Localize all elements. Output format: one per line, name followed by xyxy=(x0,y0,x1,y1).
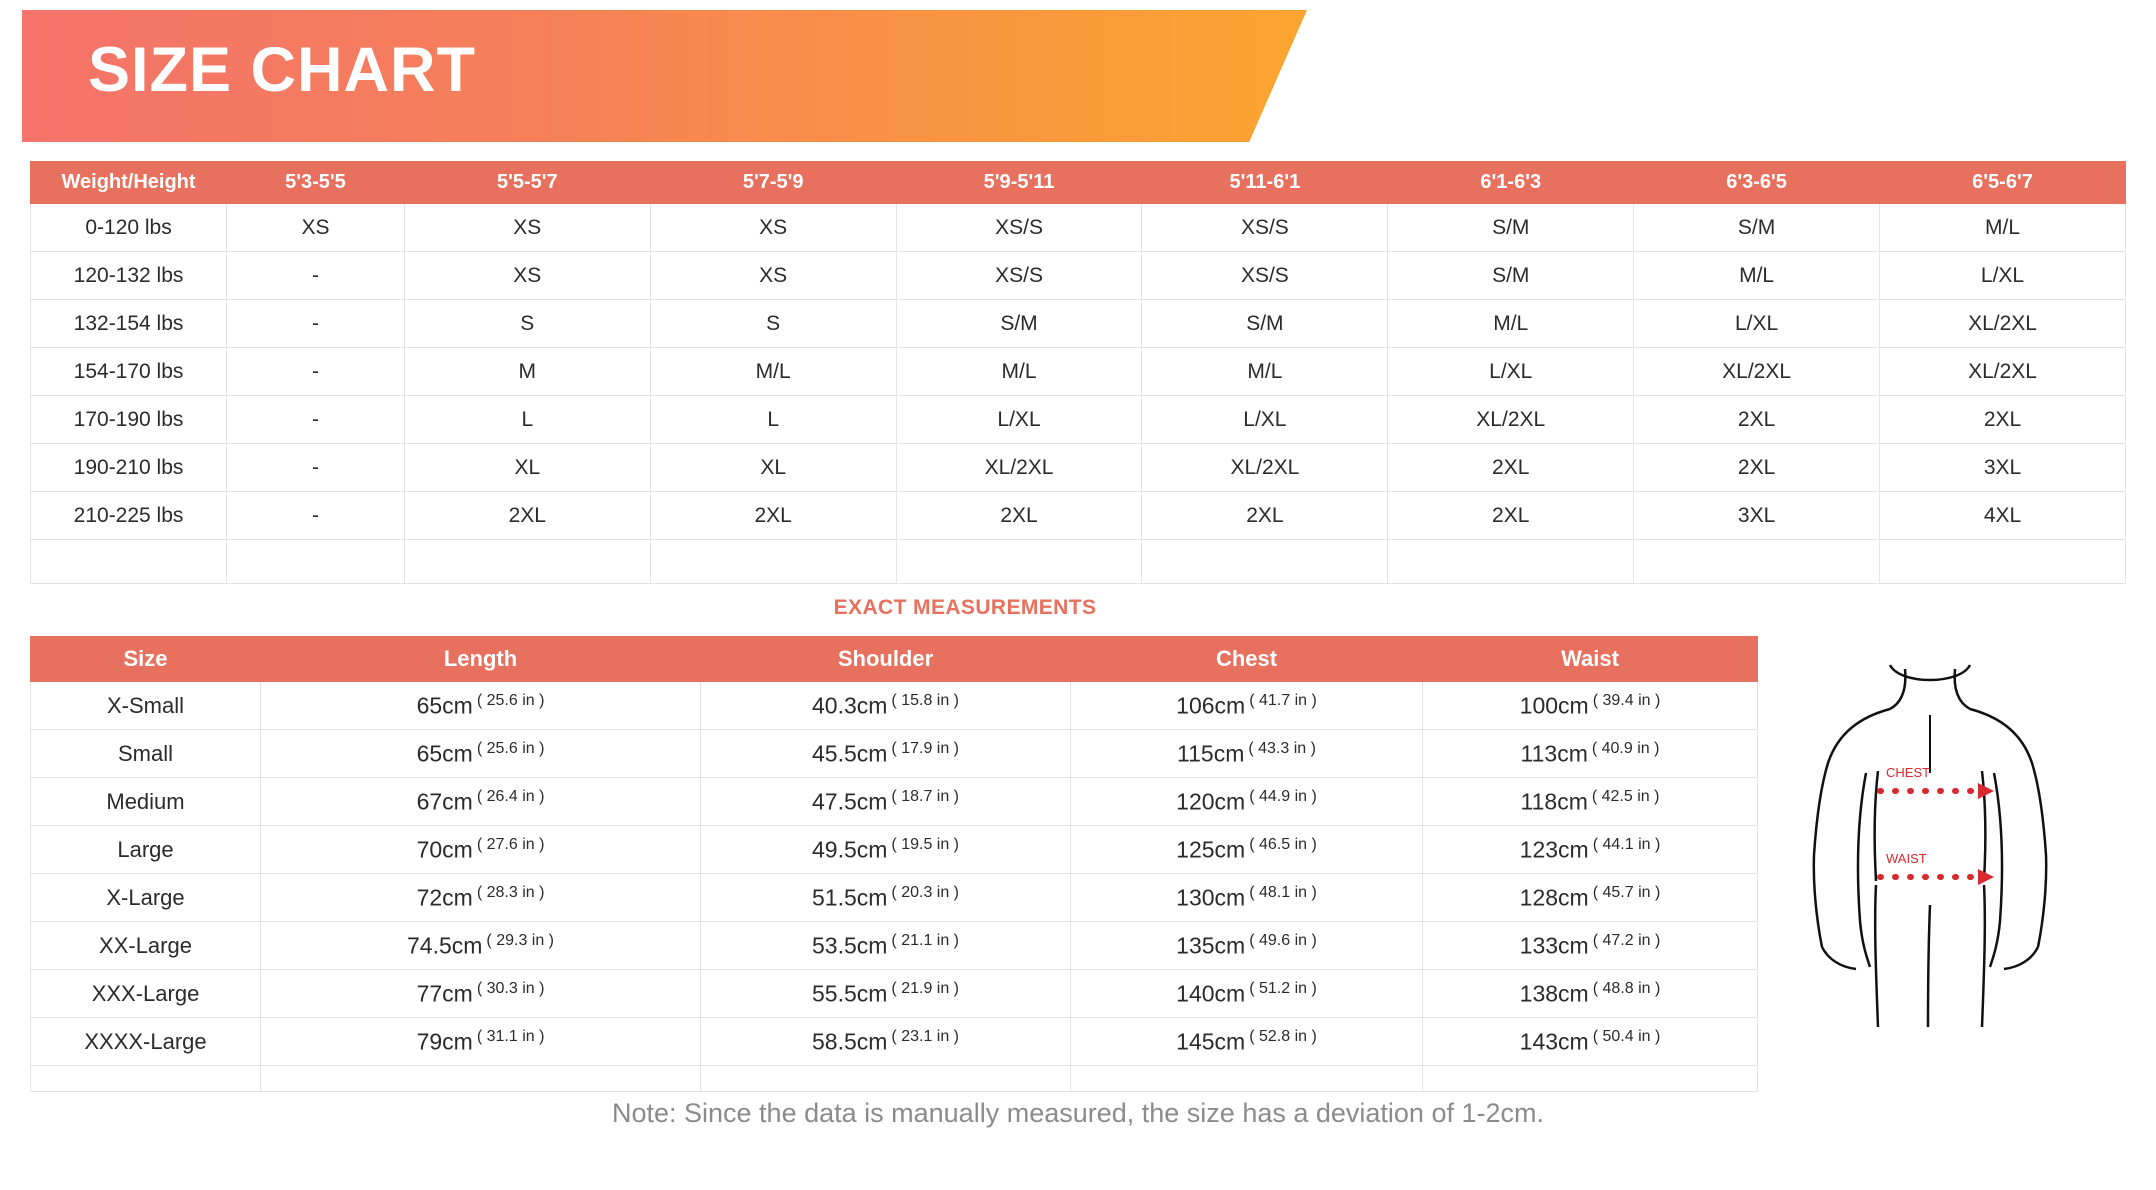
chest-in: ( 48.1 in ) xyxy=(1249,883,1317,901)
size-label: XXXX-Large xyxy=(31,1018,261,1066)
chest-cell xyxy=(1071,1018,1423,1066)
waist-cm: 143cm xyxy=(1519,1028,1589,1055)
chest-cm: 125cm xyxy=(1176,836,1246,863)
length-cell xyxy=(261,682,701,730)
waist-cell xyxy=(1423,874,1758,922)
chest-cell xyxy=(1071,922,1423,970)
length-cell xyxy=(261,730,701,778)
cell: - xyxy=(227,348,405,396)
table-row xyxy=(31,922,1758,970)
cell: L/XL xyxy=(896,396,1142,444)
table-row xyxy=(31,970,1758,1018)
shoulder-cell xyxy=(701,874,1071,922)
length-in: ( 31.1 in ) xyxy=(476,1027,545,1045)
column-header-h4: 5'9-5'11 xyxy=(896,162,1142,204)
row-label: 132-154 lbs xyxy=(31,300,227,348)
row-label: 190-210 lbs xyxy=(31,444,227,492)
length-cm: 77cm xyxy=(416,980,473,1007)
cell: 3XL xyxy=(1880,444,2126,492)
size-label: XX-Large xyxy=(31,922,261,970)
footer-note: Note: Since the data is manually measured, the size has a deviation of 1-2cm. xyxy=(611,1098,1544,1128)
chest-in: ( 44.9 in ) xyxy=(1249,787,1317,805)
chest-cell xyxy=(1071,874,1423,922)
chest-cm: 135cm xyxy=(1176,932,1246,959)
cell xyxy=(1423,1066,1758,1092)
table-row xyxy=(31,396,2126,444)
exact-measurements-caption: EXACT MEASUREMENTS xyxy=(833,596,1097,619)
cell xyxy=(896,540,1142,584)
cell: - xyxy=(227,444,405,492)
cell: L/XL xyxy=(1388,348,1634,396)
cell: XS/S xyxy=(896,252,1142,300)
shoulder-cm: 51.5cm xyxy=(811,884,888,911)
length-cell xyxy=(261,778,701,826)
measure-header-row xyxy=(31,637,1758,682)
chest-cm: 115cm xyxy=(1177,740,1245,767)
waist-cm: 113cm xyxy=(1520,740,1588,767)
table-row xyxy=(31,444,2126,492)
shoulder-in: ( 23.1 in ) xyxy=(891,1027,960,1045)
chest-in: ( 46.5 in ) xyxy=(1249,835,1317,853)
cell: XL/2XL xyxy=(1388,396,1634,444)
cell: L xyxy=(650,396,896,444)
length-cm: 65cm xyxy=(416,740,473,767)
length-in: ( 25.6 in ) xyxy=(476,739,545,757)
row-label: 154-170 lbs xyxy=(31,348,227,396)
waist-in: ( 39.4 in ) xyxy=(1592,691,1661,709)
table-row xyxy=(31,204,2126,252)
waist-cm: 123cm xyxy=(1519,836,1589,863)
shoulder-in: ( 21.1 in ) xyxy=(891,931,960,949)
waist-in: ( 47.2 in ) xyxy=(1592,931,1661,949)
cell: 2XL xyxy=(1634,396,1880,444)
cell: S/M xyxy=(1142,300,1388,348)
table-row xyxy=(31,492,2126,540)
waist-in: ( 42.5 in ) xyxy=(1591,787,1660,805)
table-row xyxy=(31,778,1758,826)
waist-in: ( 45.7 in ) xyxy=(1592,883,1661,901)
chest-in: ( 43.3 in ) xyxy=(1248,739,1316,757)
cell: XL/2XL xyxy=(1880,348,2126,396)
chest-cell xyxy=(1071,826,1423,874)
size-label: Large xyxy=(31,826,261,874)
column-header-chest: Chest xyxy=(1071,637,1423,682)
shoulder-cm: 58.5cm xyxy=(811,1028,888,1055)
cell: XS/S xyxy=(1142,204,1388,252)
cell: XS xyxy=(404,252,650,300)
table-spacer-row xyxy=(31,540,2126,584)
cell: XL/2XL xyxy=(1142,444,1388,492)
length-cell xyxy=(261,826,701,874)
chest-in: ( 52.8 in ) xyxy=(1249,1027,1317,1045)
cell xyxy=(650,540,896,584)
cell: S/M xyxy=(1388,204,1634,252)
shoulder-cell xyxy=(701,730,1071,778)
cell: - xyxy=(227,252,405,300)
length-in: ( 29.3 in ) xyxy=(486,931,555,949)
waist-cm: 118cm xyxy=(1520,788,1588,815)
table-row xyxy=(31,1018,1758,1066)
shoulder-cm: 49.5cm xyxy=(811,836,888,863)
length-in: ( 27.6 in ) xyxy=(476,835,545,853)
row-label: 120-132 lbs xyxy=(31,252,227,300)
cell xyxy=(701,1066,1071,1092)
cell: XS xyxy=(227,204,405,252)
cell: 2XL xyxy=(896,492,1142,540)
length-cell xyxy=(261,922,701,970)
table-row xyxy=(31,826,1758,874)
column-header-h6: 6'1-6'3 xyxy=(1388,162,1634,204)
column-header-h5: 5'11-6'1 xyxy=(1142,162,1388,204)
chest-cm: 145cm xyxy=(1176,1028,1246,1055)
cell: XS/S xyxy=(1142,252,1388,300)
column-header-h7: 6'3-6'5 xyxy=(1634,162,1880,204)
cell: 4XL xyxy=(1880,492,2126,540)
shoulder-cell xyxy=(701,778,1071,826)
cell xyxy=(1880,540,2126,584)
shoulder-in: ( 15.8 in ) xyxy=(891,691,960,709)
cell: XL/2XL xyxy=(1880,300,2126,348)
cell: S xyxy=(650,300,896,348)
cell: 2XL xyxy=(404,492,650,540)
cell: 2XL xyxy=(1634,444,1880,492)
shoulder-in: ( 17.9 in ) xyxy=(891,739,960,757)
cell: 2XL xyxy=(1388,492,1634,540)
body-measurement-figure xyxy=(1770,655,2090,1055)
waist-label: WAIST xyxy=(1886,851,1927,866)
waist-in: ( 40.9 in ) xyxy=(1591,739,1660,757)
table-row xyxy=(31,348,2126,396)
shoulder-cell xyxy=(701,826,1071,874)
row-label: 210-225 lbs xyxy=(31,492,227,540)
length-cell xyxy=(261,970,701,1018)
table-row xyxy=(31,252,2126,300)
table-row xyxy=(31,682,1758,730)
row-label: 0-120 lbs xyxy=(31,204,227,252)
length-in: ( 28.3 in ) xyxy=(476,883,545,901)
cell: L/XL xyxy=(1634,300,1880,348)
waist-cell xyxy=(1423,730,1758,778)
table-spacer-row xyxy=(31,1066,1758,1092)
chest-cell xyxy=(1071,970,1423,1018)
exact-measurements-table xyxy=(30,636,1758,1092)
cell: M/L xyxy=(1634,252,1880,300)
size-label: X-Large xyxy=(31,874,261,922)
column-header-h8: 6'5-6'7 xyxy=(1880,162,2126,204)
cell xyxy=(1071,1066,1423,1092)
cell: S/M xyxy=(1634,204,1880,252)
cell xyxy=(404,540,650,584)
waist-in: ( 44.1 in ) xyxy=(1592,835,1661,853)
waist-in: ( 50.4 in ) xyxy=(1592,1027,1661,1045)
shoulder-cm: 55.5cm xyxy=(811,980,888,1007)
cell: - xyxy=(227,396,405,444)
length-cm: 70cm xyxy=(416,836,473,863)
waist-cell xyxy=(1423,970,1758,1018)
waist-cell xyxy=(1423,826,1758,874)
shoulder-in: ( 18.7 in ) xyxy=(891,787,960,805)
table-row xyxy=(31,730,1758,778)
cell xyxy=(1142,540,1388,584)
chest-label: CHEST xyxy=(1886,765,1931,780)
shoulder-cm: 53.5cm xyxy=(811,932,888,959)
size-label: X-Small xyxy=(31,682,261,730)
length-cell xyxy=(261,874,701,922)
length-cm: 79cm xyxy=(416,1028,473,1055)
chest-cm: 106cm xyxy=(1176,692,1246,719)
cell: M xyxy=(404,348,650,396)
table-row xyxy=(31,874,1758,922)
chest-cell xyxy=(1071,730,1423,778)
shoulder-cm: 40.3cm xyxy=(811,692,888,719)
waist-cm: 133cm xyxy=(1519,932,1589,959)
cell: L/XL xyxy=(1142,396,1388,444)
column-header-length: Length xyxy=(261,637,701,682)
cell: M/L xyxy=(1388,300,1634,348)
waist-cell xyxy=(1423,682,1758,730)
cell: XS xyxy=(404,204,650,252)
column-header-h1: 5'3-5'5 xyxy=(227,162,405,204)
cell xyxy=(1388,540,1634,584)
cell: XL/2XL xyxy=(1634,348,1880,396)
shoulder-cm: 45.5cm xyxy=(811,740,888,767)
chest-cell xyxy=(1071,682,1423,730)
cell: S xyxy=(404,300,650,348)
waist-cm: 138cm xyxy=(1519,980,1589,1007)
length-cm: 74.5cm xyxy=(406,932,483,959)
cell: 3XL xyxy=(1634,492,1880,540)
cell: XL xyxy=(650,444,896,492)
shoulder-in: ( 21.9 in ) xyxy=(891,979,960,997)
cell xyxy=(31,1066,261,1092)
chest-in: ( 41.7 in ) xyxy=(1249,691,1317,709)
length-in: ( 25.6 in ) xyxy=(476,691,545,709)
shoulder-cell xyxy=(701,970,1071,1018)
chest-cm: 120cm xyxy=(1176,788,1246,815)
cell xyxy=(261,1066,701,1092)
cell: - xyxy=(227,492,405,540)
waist-cm: 100cm xyxy=(1519,692,1589,719)
column-header-weight-height: Weight/Height xyxy=(31,162,227,204)
cell: - xyxy=(227,300,405,348)
table-row xyxy=(31,300,2126,348)
shoulder-cell xyxy=(701,922,1071,970)
cell: M/L xyxy=(1142,348,1388,396)
cell: XL xyxy=(404,444,650,492)
cell: XS xyxy=(650,204,896,252)
shoulder-in: ( 19.5 in ) xyxy=(891,835,960,853)
length-cm: 72cm xyxy=(416,884,473,911)
cell: 2XL xyxy=(650,492,896,540)
waist-cell xyxy=(1423,922,1758,970)
cell xyxy=(1634,540,1880,584)
waist-cell xyxy=(1423,1018,1758,1066)
column-header-h3: 5'7-5'9 xyxy=(650,162,896,204)
column-header-size: Size xyxy=(31,637,261,682)
cell: S/M xyxy=(896,300,1142,348)
chest-cm: 130cm xyxy=(1176,884,1246,911)
chest-in: ( 49.6 in ) xyxy=(1249,931,1317,949)
shoulder-cm: 47.5cm xyxy=(811,788,888,815)
chest-cm: 140cm xyxy=(1176,980,1246,1007)
size-grid-header-row xyxy=(31,162,2126,204)
chest-cell xyxy=(1071,778,1423,826)
cell: 2XL xyxy=(1142,492,1388,540)
cell: L/XL xyxy=(1880,252,2126,300)
waist-cm: 128cm xyxy=(1519,884,1589,911)
cell: 2XL xyxy=(1388,444,1634,492)
cell: M/L xyxy=(650,348,896,396)
size-grid-table xyxy=(30,161,2126,584)
waist-in: ( 48.8 in ) xyxy=(1592,979,1661,997)
cell: 2XL xyxy=(1880,396,2126,444)
cell xyxy=(227,540,405,584)
cell: M/L xyxy=(1880,204,2126,252)
shoulder-cell xyxy=(701,1018,1071,1066)
chest-in: ( 51.2 in ) xyxy=(1249,979,1317,997)
length-cm: 65cm xyxy=(416,692,473,719)
waist-cell xyxy=(1423,778,1758,826)
length-in: ( 30.3 in ) xyxy=(476,979,545,997)
length-cm: 67cm xyxy=(416,788,473,815)
page-title: SIZE CHART xyxy=(88,35,476,105)
cell: XL/2XL xyxy=(896,444,1142,492)
length-cell xyxy=(261,1018,701,1066)
cell: S/M xyxy=(1388,252,1634,300)
cell: L xyxy=(404,396,650,444)
column-header-shoulder: Shoulder xyxy=(701,637,1071,682)
shoulder-in: ( 20.3 in ) xyxy=(891,883,960,901)
cell xyxy=(31,540,227,584)
cell: XS xyxy=(650,252,896,300)
length-in: ( 26.4 in ) xyxy=(476,787,545,805)
row-label: 170-190 lbs xyxy=(31,396,227,444)
cell: M/L xyxy=(896,348,1142,396)
size-label: XXX-Large xyxy=(31,970,261,1018)
column-header-waist: Waist xyxy=(1423,637,1758,682)
column-header-h2: 5'5-5'7 xyxy=(404,162,650,204)
shoulder-cell xyxy=(701,682,1071,730)
cell: XS/S xyxy=(896,204,1142,252)
size-label: Small xyxy=(31,730,261,778)
size-label: Medium xyxy=(31,778,261,826)
